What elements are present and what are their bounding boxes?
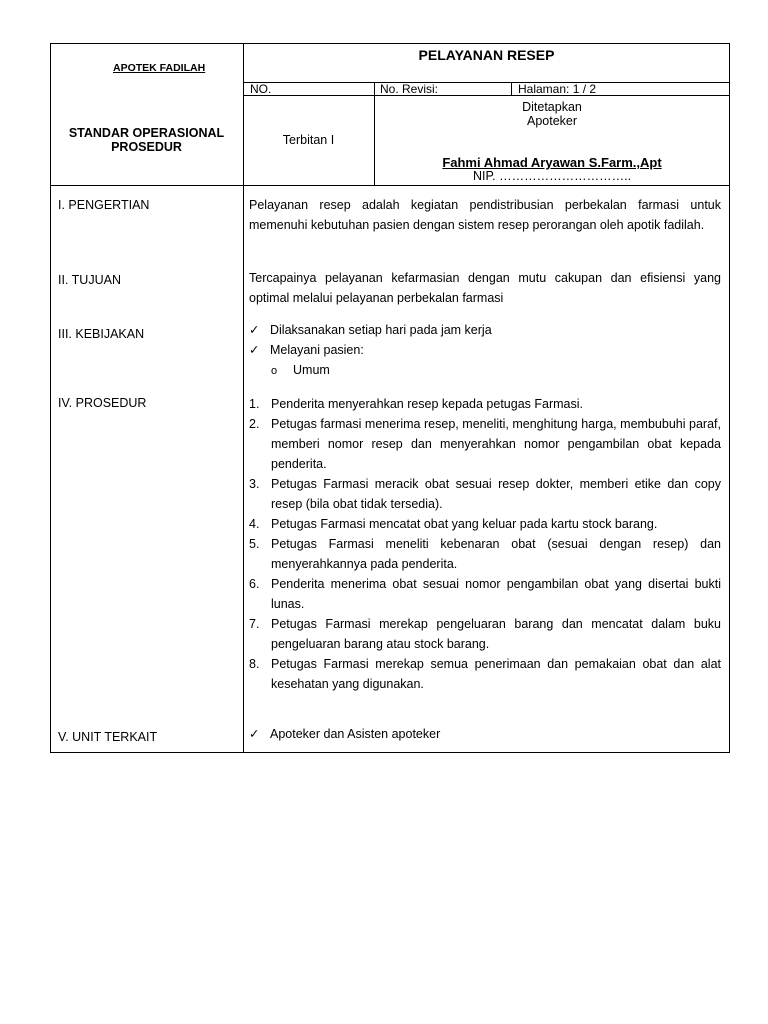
terbitan-label: Terbitan I — [282, 133, 335, 147]
company-name: APOTEK FADILAH — [113, 62, 206, 74]
kebijakan-subitem-text: Umum — [293, 363, 330, 377]
ditetapkan-label: Ditetapkan — [522, 100, 582, 114]
section-label-unit-terkait: V. UNIT TERKAIT — [58, 730, 158, 744]
unit-terkait-text: Apoteker dan Asisten apoteker — [270, 727, 441, 741]
step-text: Penderita menyerahkan resep kepada petugas Farmasi. — [271, 397, 583, 411]
pengertian-section — [249, 195, 721, 235]
halaman-label: Halaman: 1 / 2 — [518, 82, 597, 96]
section-label-pengertian: I. PENGERTIAN — [58, 198, 150, 212]
list-item — [249, 724, 721, 744]
checkmark-icon: ✓ — [249, 343, 260, 357]
list-item — [249, 654, 721, 694]
list-item — [249, 534, 721, 574]
list-item — [249, 474, 721, 514]
tujuan-text: Tercapainya pelayanan kefarmasian dengan mutu cakupan dan efisiensi yang optimal melalui pelayanan perbekalan farmasi — [249, 271, 721, 305]
kebijakan-section — [249, 320, 721, 380]
step-number: 1. — [249, 397, 260, 411]
step-number: 3. — [249, 477, 260, 491]
step-number: 5. — [249, 537, 260, 551]
list-item — [249, 320, 721, 340]
header-row-divider-1 — [243, 82, 730, 83]
step-number: 2. — [249, 417, 260, 431]
section-label-kebijakan: III. KEBIJAKAN — [58, 327, 145, 341]
list-item — [249, 514, 721, 534]
unit-terkait-list — [249, 724, 721, 744]
kebijakan-item-text: Dilaksanakan setiap hari pada jam kerja — [270, 323, 492, 337]
checkmark-icon: ✓ — [249, 727, 260, 741]
kebijakan-item-text: Melayani pasien: — [270, 343, 364, 357]
doc-type-line2: PROSEDUR — [111, 140, 182, 154]
list-item — [249, 614, 721, 654]
step-number: 4. — [249, 517, 260, 531]
step-text: Petugas Farmasi merekap semua penerimaan dan pemakaian obat dan alat kesehatan yang digunakan. — [271, 657, 721, 691]
step-text: Petugas Farmasi meracik obat sesuai resep dokter, memberi etike dan copy resep (bila obat tidak tersedia). — [271, 477, 721, 511]
step-text: Petugas Farmasi meneliti kebenaran obat (sesuai dengan resep) dan menyerahkannya pada penderita. — [271, 537, 721, 571]
list-item — [249, 340, 721, 360]
prosedur-section — [249, 394, 721, 694]
list-item — [249, 394, 721, 414]
checkmark-icon: ✓ — [249, 323, 260, 337]
header-row-divider-2 — [243, 95, 730, 96]
section-label-prosedur: IV. PROSEDUR — [58, 396, 147, 410]
col-divider-halaman — [511, 82, 512, 96]
list-item — [249, 414, 721, 474]
unit-terkait-section — [249, 724, 721, 744]
step-text: Petugas Farmasi mencatat obat yang keluar pada kartu stock barang. — [271, 517, 658, 531]
kebijakan-list — [249, 320, 721, 360]
revisi-label: No. Revisi: — [380, 82, 439, 96]
prosedur-steps — [249, 394, 721, 694]
no-label: NO. — [250, 82, 272, 96]
pengertian-text: Pelayanan resep adalah kegiatan pendistribusian perbekalan farmasi untuk memenuhi kebutuhan pasien dengan sistem resep perorangan oleh apotik fadilah. — [249, 198, 721, 232]
document-title: PELAYANAN RESEP — [418, 47, 555, 63]
step-number: 6. — [249, 577, 260, 591]
header-bottom-divider — [50, 185, 730, 186]
doc-type-line1: STANDAR OPERASIONAL — [68, 126, 225, 140]
step-number: 8. — [249, 657, 260, 671]
kebijakan-subitem — [249, 360, 721, 380]
apoteker-label: Apoteker — [526, 114, 578, 128]
step-number: 7. — [249, 617, 260, 631]
nip-label: NIP. ………………………….. — [472, 169, 632, 183]
col-divider-main — [243, 43, 244, 753]
step-text: Petugas Farmasi merekap pengeluaran barang dan mencatat dalam buku pengeluaran barang atau stock barang. — [271, 617, 721, 651]
circle-bullet-icon: o — [271, 365, 278, 377]
section-label-tujuan: II. TUJUAN — [58, 273, 121, 287]
step-text: Petugas farmasi menerima resep, meneliti, menghitung harga, membubuhi paraf, memberi nomor resep dan menyerahkan nomor pengambilan obat kepada penderita. — [271, 417, 721, 471]
tujuan-section — [249, 268, 721, 308]
list-item — [249, 574, 721, 614]
step-text: Penderita menerima obat sesuai nomor pengambilan obat yang disertai bukti lunas. — [271, 577, 721, 611]
signer-name: Fahmi Ahmad Aryawan S.Farm.,Apt — [442, 155, 662, 170]
